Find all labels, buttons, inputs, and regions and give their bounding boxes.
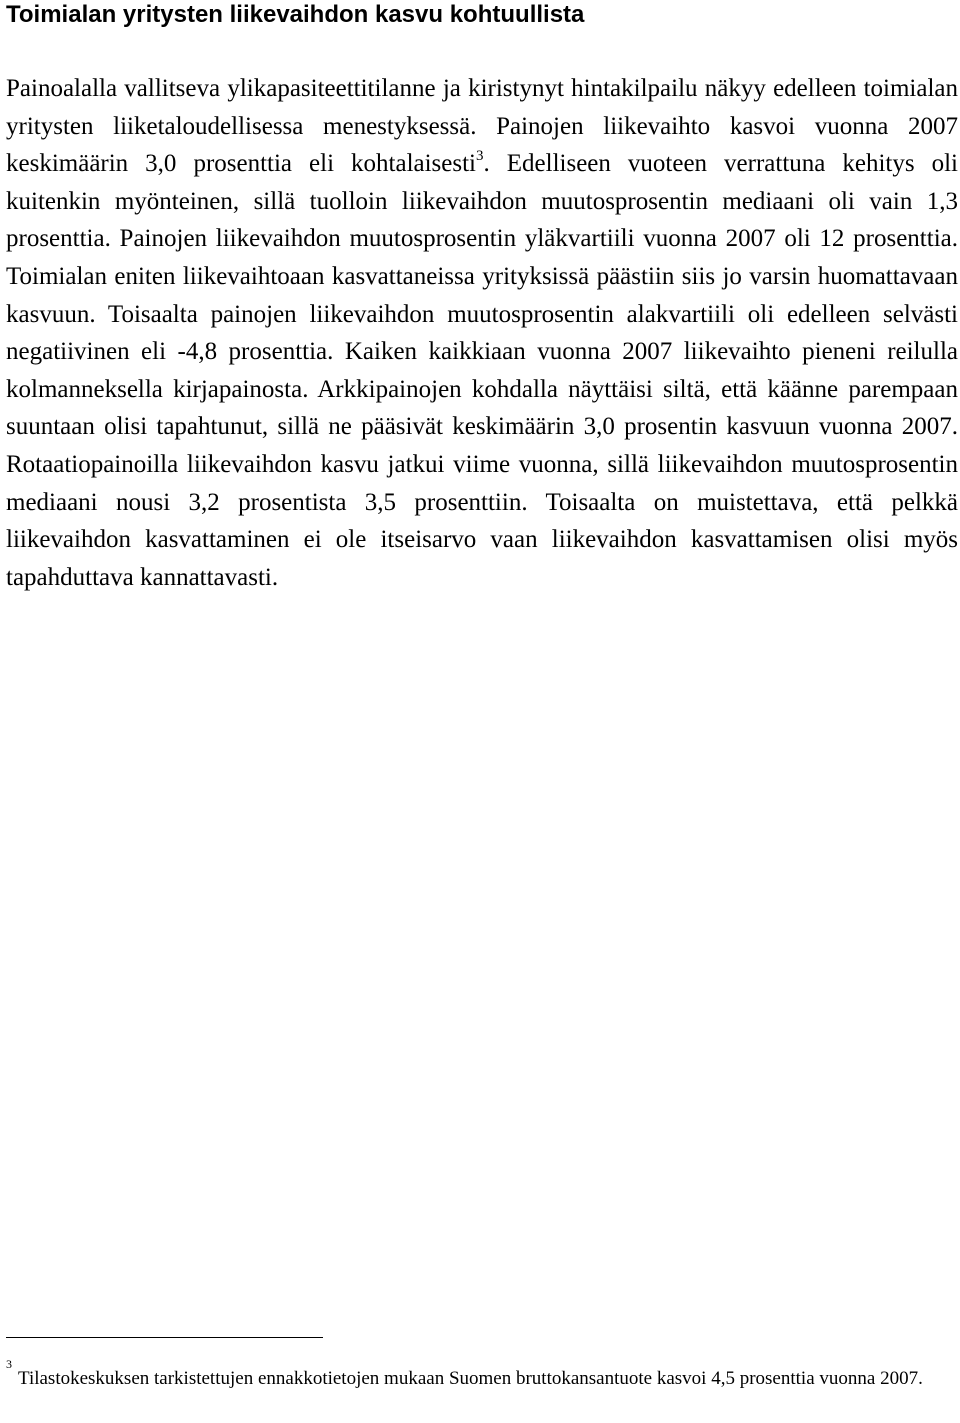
- footnote-reference: 3: [476, 147, 484, 164]
- footnote-text: Tilastokeskuksen tarkistettujen ennakkotietojen mukaan Suomen bruttokansantuote kasvoi 4,5 prosenttia vuonna 2007.: [18, 1368, 923, 1389]
- body-text-part-1: Painoalalla vallitseva ylikapasiteettitilanne ja kiristynyt hintakilpailu näkyy edelleen toimialan yritysten liiketaloudellisessa menestyksessä. Painojen liikevaihto kasvoi vuonna 2007 keskimäärin 3,0 prosenttia eli kohtalaisesti: [6, 75, 958, 178]
- footnote: [6, 1356, 958, 1397]
- footnote-separator: [6, 1337, 323, 1338]
- section-heading: Toimialan yritysten liikevaihdon kasvu kohtuullista: [6, 1, 585, 28]
- body-paragraph: [6, 70, 958, 596]
- body-text-part-2: . Edelliseen vuoteen verrattuna kehitys oli kuitenkin myönteinen, sillä tuolloin liikevaihdon muutosprosentin mediaani oli vain 1,3 prosenttia. Painojen liikevaihdon muutosprosentin yläkvartiili vuonna 2007 oli 12 prosenttia. Toimialan eniten liikevaihtoaan kasvattaneissa yrityksissä päästiin siis jo varsin huomattavaan kasvuun. Toisaalta painojen liikevaihdon muutosprosentin alakvartiili oli edelleen selvästi negatiivinen eli -4,8 prosenttia. Kaiken kaikkiaan vuonna 2007 liikevaihto pieneni reilulla kolmanneksella kirjapainosta. Arkkipainojen kohdalla näyttäisi siltä, että käänne parempaan suuntaan olisi tapahtunut, sillä ne pääsivät keskimäärin 3,0 prosentin kasvuun vuonna 2007. Rotaatiopainoilla liikevaihdon kasvu jatkui viime vuonna, sillä liikevaihdon muutosprosentin mediaani nousi 3,2 prosentista 3,5 prosenttiin. Toisaalta on muistettava, että pelkkä liikevaihdon kasvattaminen ei ole itseisarvo vaan liikevaihdon kasvattamisen olisi myös tapahduttava kannattavasti.: [6, 150, 959, 591]
- footnote-number: 3: [6, 1356, 12, 1371]
